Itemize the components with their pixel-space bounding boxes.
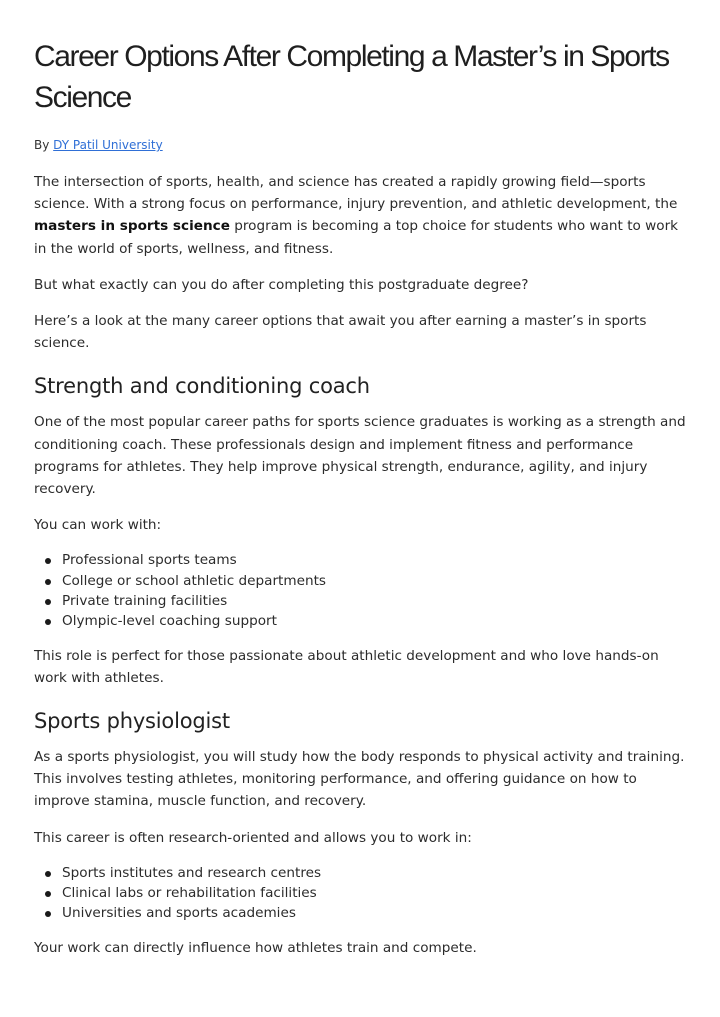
section-heading-strength-coach: Strength and conditioning coach bbox=[34, 374, 370, 399]
list-item: Private training facilities bbox=[62, 591, 686, 611]
section-paragraph: As a sports physiologist, you will study how the body responds to physical activity and training. This involves testing athletes, monitoring performance, and offering guidance on how to improve stamina, muscle function, and recovery. bbox=[34, 749, 685, 810]
section-paragraph: This career is often research-oriented and allows you to work in: bbox=[34, 829, 472, 846]
byline bbox=[34, 137, 686, 153]
intro-paragraph-1 bbox=[34, 171, 686, 260]
bullet-list bbox=[34, 863, 686, 924]
list-item: Professional sports teams bbox=[62, 550, 686, 570]
intro-text-end: program is becoming a top choice for students who want to work in the world of sports, wellness, and fitness. bbox=[34, 218, 679, 257]
intro-paragraph-2: But what exactly can you do after completing this postgraduate degree? bbox=[34, 276, 529, 293]
section-paragraph: One of the most popular career paths for sports science graduates is working as a strength and conditioning coach. These professionals design and implement fitness and performance programs for athletes. They help improve physical strength, endurance, agility, and injury recovery. bbox=[34, 414, 686, 498]
section-paragraph: Your work can directly influence how athletes train and compete. bbox=[34, 939, 477, 956]
list-item: Olympic-level coaching support bbox=[62, 611, 686, 631]
page-title: Career Options After Completing a Master’s in Sports Science bbox=[34, 40, 669, 114]
list-item: College or school athletic departments bbox=[62, 571, 686, 591]
intro-paragraph-3: Here’s a look at the many career options that await you after earning a master’s in sports science. bbox=[34, 313, 647, 352]
author-link[interactable]: DY Patil University bbox=[53, 138, 163, 152]
intro-bold-keyword: masters in sports science bbox=[34, 218, 230, 235]
list-item: Sports institutes and research centres bbox=[62, 863, 686, 883]
list-item: Universities and sports academies bbox=[62, 903, 686, 923]
intro-text-start: The intersection of sports, health, and science has created a rapidly growing field—sports science. With a strong focus on performance, injury prevention, and athletic development, the bbox=[34, 174, 678, 213]
bullet-list bbox=[34, 550, 686, 631]
list-item: Clinical labs or rehabilitation facilities bbox=[62, 883, 686, 903]
section-paragraph: This role is perfect for those passionate about athletic development and who love hands-on work with athletes. bbox=[34, 647, 659, 686]
section-heading-sports-physiologist: Sports physiologist bbox=[34, 709, 230, 734]
byline-prefix: By bbox=[34, 138, 50, 152]
section-paragraph: You can work with: bbox=[34, 517, 162, 534]
